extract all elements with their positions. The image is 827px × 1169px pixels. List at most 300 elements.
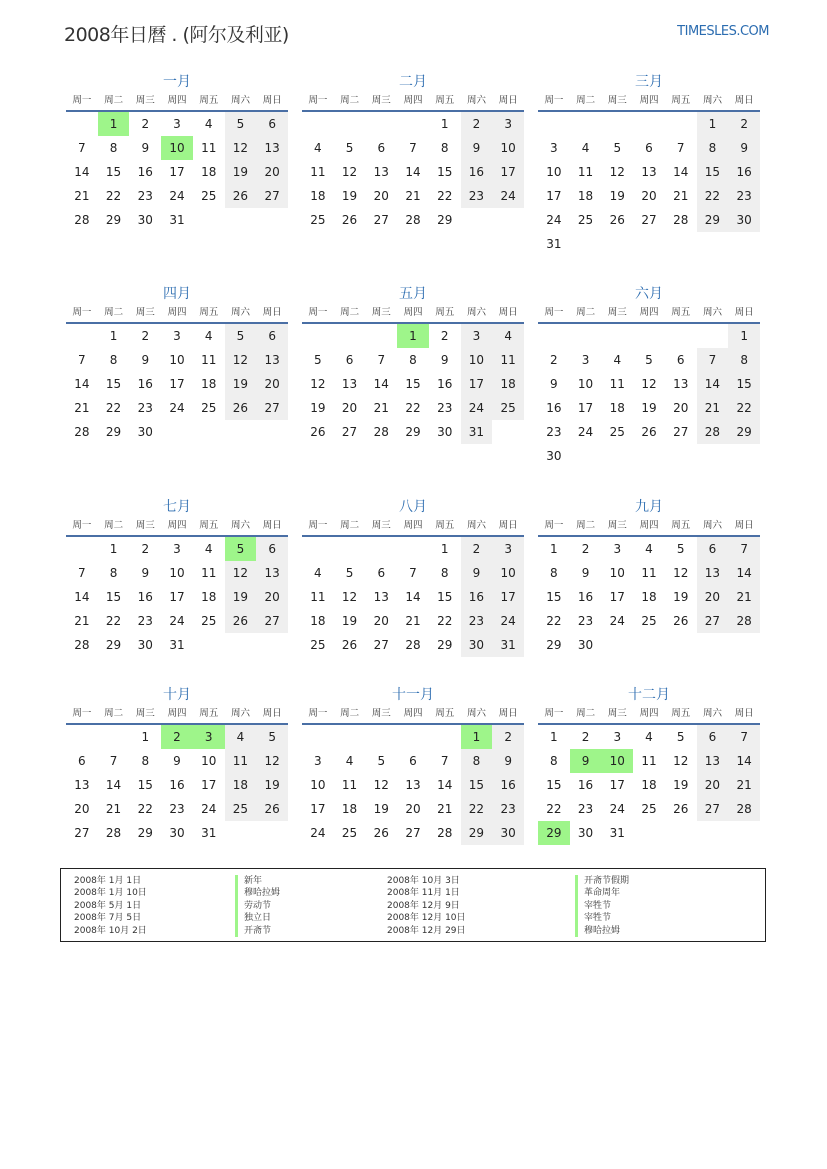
month-calendar [538, 497, 760, 657]
weekday-label: 周二 [340, 307, 360, 318]
day-cell: 30 [169, 826, 185, 840]
day-cell: 2 [581, 542, 590, 556]
day-cell: 7 [440, 754, 449, 768]
day-cell: 20 [697, 773, 729, 797]
legend-date: 2008年 1月 1日 [74, 876, 142, 886]
empty-cell [334, 725, 366, 749]
legend-date: 2008年 7月 5日 [74, 913, 142, 924]
empty-cell [66, 324, 98, 348]
holiday-legend [60, 868, 766, 942]
day-cell: 16 [461, 585, 493, 609]
day-cell: 28 [673, 213, 689, 227]
day-cell: 18 [641, 590, 657, 604]
day-cell: 12 [225, 348, 257, 372]
day-cell: 8 [550, 566, 558, 580]
day-cell: 29 [105, 638, 122, 652]
day-cell: 15 [728, 372, 760, 396]
day-cell: 1 [550, 730, 558, 744]
legend-date: 2008年 10月 2日 [74, 925, 147, 936]
weekday-label: 周六 [230, 95, 250, 106]
legend-date: 2008年 11月 1日 [387, 888, 460, 899]
day-cell: 30 [492, 821, 524, 845]
weekday-label: 周四 [167, 520, 187, 531]
day-cell: 25 [341, 826, 358, 840]
day-cell: 7 [697, 348, 729, 372]
day-cell: 21 [373, 401, 389, 415]
day-cell: 13 [641, 165, 657, 179]
legend-name: 宰牲节 [575, 900, 629, 912]
weekday-label: 周三 [607, 708, 627, 719]
weekday-header [302, 519, 524, 537]
day-cell: 26 [225, 609, 257, 633]
empty-cell [633, 324, 665, 348]
day-cell: 5 [645, 353, 653, 367]
weekday-label: 周三 [607, 520, 627, 531]
day-cell: 7 [78, 566, 86, 580]
day-cell: 8 [440, 141, 449, 155]
day-cell: 8 [697, 136, 729, 160]
day-cell: 29 [728, 420, 760, 444]
weekday-label: 周三 [371, 95, 391, 106]
day-cell: 26 [673, 614, 689, 628]
day-cell: 25 [641, 614, 657, 628]
weekday-label: 周五 [671, 708, 691, 719]
day-cell: 5 [676, 730, 685, 744]
day-cell: 13 [373, 590, 389, 604]
legend-name: 劳动节 [235, 900, 280, 912]
weekday-label: 周四 [167, 95, 187, 106]
day-cell: 15 [437, 590, 453, 604]
day-cell: 15 [105, 165, 122, 179]
month-name: 五月 [399, 286, 427, 302]
day-cell: 1 [98, 112, 130, 136]
day-cell: 25 [577, 213, 594, 227]
day-cell: 21 [405, 189, 421, 203]
day-cell: 1 [440, 117, 449, 131]
day-cell: 19 [310, 401, 326, 415]
weekday-label: 周三 [135, 708, 155, 719]
weekday-label: 周三 [135, 307, 155, 318]
day-cell: 13 [256, 348, 288, 372]
day-cell: 6 [676, 353, 685, 367]
weekday-label: 周一 [72, 708, 92, 719]
day-cell: 15 [137, 778, 153, 792]
day-cell: 16 [137, 590, 153, 604]
day-cell: 2 [141, 542, 150, 556]
weekday-label: 周一 [72, 95, 92, 106]
day-cell: 2 [461, 537, 493, 561]
day-cell: 13 [74, 778, 90, 792]
day-cell: 4 [225, 725, 257, 749]
day-cell: 12 [609, 165, 625, 179]
day-cell: 5 [613, 141, 622, 155]
weekday-label: 周四 [403, 520, 423, 531]
day-cell: 19 [341, 614, 358, 628]
day-cell: 27 [256, 184, 288, 208]
day-cell: 30 [577, 638, 594, 652]
day-cell: 23 [137, 614, 153, 628]
day-cell: 3 [581, 353, 590, 367]
weekday-label: 周日 [498, 95, 518, 106]
day-cell: 26 [341, 638, 358, 652]
weekday-label: 周五 [435, 307, 455, 318]
day-cell: 27 [341, 425, 358, 439]
legend-date: 2008年 10月 3日 [387, 876, 460, 886]
day-cell: 3 [461, 324, 493, 348]
weekday-header [538, 707, 760, 725]
day-cell: 3 [550, 141, 558, 155]
day-grid [66, 324, 288, 444]
day-cell: 26 [225, 184, 257, 208]
day-cell: 28 [437, 826, 453, 840]
legend-names-2 [575, 875, 629, 937]
day-cell: 3 [314, 754, 322, 768]
month-calendar [302, 685, 524, 845]
day-cell: 15 [105, 590, 122, 604]
legend-date: 2008年 5月 1日 [74, 900, 142, 911]
day-cell: 30 [137, 638, 153, 652]
legend-name: 穆哈拉姆 [575, 925, 629, 937]
day-cell: 26 [256, 797, 288, 821]
weekday-label: 周二 [340, 708, 360, 719]
legend-name: 新年 [235, 875, 280, 887]
day-cell: 1 [461, 725, 493, 749]
weekday-label: 周六 [702, 95, 722, 106]
day-cell: 28 [105, 826, 122, 840]
brand-logo[interactable]: TIMESLES.COM [677, 24, 769, 39]
day-grid [302, 725, 524, 845]
month-name: 八月 [399, 499, 427, 515]
day-cell: 19 [225, 372, 257, 396]
day-cell: 4 [314, 566, 322, 580]
day-cell: 26 [225, 396, 257, 420]
day-grid [66, 537, 288, 657]
day-cell: 29 [137, 826, 153, 840]
day-grid [538, 725, 760, 845]
weekday-label: 周三 [607, 95, 627, 106]
legend-date: 2008年 12月 10日 [387, 913, 466, 924]
day-cell: 14 [697, 372, 729, 396]
day-cell: 16 [437, 377, 453, 391]
day-cell: 19 [673, 778, 689, 792]
day-cell: 13 [341, 377, 358, 391]
weekday-label: 周一 [544, 307, 564, 318]
day-cell: 16 [577, 778, 594, 792]
weekday-label: 周一 [544, 95, 564, 106]
legend-names-1 [235, 875, 280, 937]
day-cell: 20 [405, 802, 421, 816]
day-cell: 11 [310, 165, 326, 179]
legend-dates-1 [74, 875, 147, 937]
day-cell: 12 [341, 590, 358, 604]
day-cell: 24 [310, 826, 326, 840]
empty-cell [665, 324, 697, 348]
day-cell: 2 [141, 117, 150, 131]
day-cell: 9 [461, 136, 493, 160]
day-cell: 24 [169, 401, 185, 415]
day-grid [302, 324, 524, 444]
day-cell: 6 [697, 537, 729, 561]
day-cell: 22 [546, 802, 562, 816]
day-cell: 22 [137, 802, 153, 816]
weekday-label: 周五 [435, 95, 455, 106]
day-cell: 14 [74, 377, 90, 391]
empty-cell [538, 324, 570, 348]
day-cell: 16 [577, 590, 594, 604]
day-cell: 17 [169, 377, 185, 391]
weekday-label: 周一 [308, 95, 328, 106]
day-cell: 12 [673, 754, 689, 768]
day-cell: 9 [440, 353, 449, 367]
day-cell: 20 [341, 401, 358, 415]
empty-cell [334, 537, 366, 561]
day-cell: 20 [256, 585, 288, 609]
weekday-header [66, 519, 288, 537]
day-cell: 15 [405, 377, 421, 391]
day-cell: 28 [74, 638, 90, 652]
day-cell: 26 [673, 802, 689, 816]
day-cell: 9 [550, 377, 558, 391]
day-cell: 1 [109, 329, 118, 343]
day-cell: 13 [697, 561, 729, 585]
day-cell: 29 [538, 821, 570, 845]
empty-cell [365, 537, 397, 561]
day-cell: 23 [577, 802, 594, 816]
day-cell: 6 [377, 141, 386, 155]
day-cell: 29 [405, 425, 421, 439]
day-cell: 25 [201, 401, 217, 415]
empty-cell [397, 112, 429, 136]
legend-date: 2008年 1月 10日 [74, 888, 147, 899]
day-cell: 11 [492, 348, 524, 372]
empty-cell [66, 537, 98, 561]
empty-cell [570, 324, 602, 348]
weekday-label: 周二 [104, 520, 124, 531]
day-cell: 11 [201, 566, 217, 580]
day-cell: 25 [641, 802, 657, 816]
day-cell: 17 [546, 189, 562, 203]
empty-cell [570, 112, 602, 136]
day-cell: 30 [137, 213, 153, 227]
weekday-header [302, 707, 524, 725]
weekday-label: 周一 [308, 307, 328, 318]
month-name: 三月 [635, 74, 663, 90]
day-cell: 2 [461, 112, 493, 136]
day-cell: 9 [461, 561, 493, 585]
day-cell: 1 [397, 324, 429, 348]
day-cell: 3 [173, 329, 181, 343]
day-cell: 14 [673, 165, 689, 179]
weekday-label: 周六 [230, 307, 250, 318]
day-cell: 10 [577, 377, 594, 391]
day-cell: 27 [673, 425, 689, 439]
day-cell: 6 [377, 566, 386, 580]
weekday-label: 周四 [639, 708, 659, 719]
day-cell: 7 [409, 141, 417, 155]
day-cell: 25 [609, 425, 625, 439]
weekday-label: 周一 [544, 520, 564, 531]
day-cell: 20 [256, 160, 288, 184]
month-calendar [302, 72, 524, 232]
day-cell: 18 [341, 802, 358, 816]
day-cell: 23 [492, 797, 524, 821]
day-cell: 21 [74, 401, 90, 415]
day-cell: 19 [609, 189, 625, 203]
day-cell: 17 [609, 778, 625, 792]
day-cell: 23 [546, 425, 562, 439]
day-cell: 5 [345, 141, 354, 155]
day-cell: 22 [105, 614, 122, 628]
weekday-label: 周四 [167, 307, 187, 318]
day-cell: 14 [74, 165, 90, 179]
day-cell: 19 [225, 585, 257, 609]
weekday-label: 周日 [734, 307, 754, 318]
day-cell: 25 [201, 189, 217, 203]
day-cell: 9 [728, 136, 760, 160]
day-cell: 5 [256, 725, 288, 749]
day-cell: 9 [581, 566, 590, 580]
day-cell: 23 [437, 401, 453, 415]
day-cell: 24 [609, 614, 625, 628]
day-cell: 29 [437, 213, 453, 227]
month-name: 七月 [163, 499, 191, 515]
day-cell: 10 [492, 136, 524, 160]
weekday-label: 周一 [308, 708, 328, 719]
day-cell: 10 [601, 749, 633, 773]
weekday-label: 周六 [230, 520, 250, 531]
day-cell: 18 [492, 372, 524, 396]
day-cell: 19 [256, 773, 288, 797]
day-cell: 13 [673, 377, 689, 391]
day-cell: 16 [492, 773, 524, 797]
day-cell: 25 [310, 638, 326, 652]
day-cell: 2 [581, 730, 590, 744]
day-cell: 10 [492, 561, 524, 585]
day-grid [66, 725, 288, 845]
month-name: 十二月 [628, 687, 670, 703]
month-name: 一月 [163, 74, 191, 90]
day-cell: 29 [546, 638, 562, 652]
day-cell: 29 [437, 638, 453, 652]
day-cell: 30 [728, 208, 760, 232]
empty-cell [98, 725, 130, 749]
day-cell: 26 [373, 826, 389, 840]
day-cell: 2 [728, 112, 760, 136]
day-cell: 12 [225, 561, 257, 585]
weekday-label: 周三 [371, 307, 391, 318]
weekday-label: 周一 [72, 307, 92, 318]
weekday-label: 周六 [466, 520, 486, 531]
day-cell: 3 [193, 725, 225, 749]
day-cell: 2 [161, 725, 193, 749]
day-cell: 30 [577, 826, 594, 840]
day-cell: 22 [105, 401, 122, 415]
day-cell: 24 [492, 609, 524, 633]
day-cell: 11 [577, 165, 594, 179]
month-name: 六月 [635, 286, 663, 302]
weekday-label: 周六 [702, 307, 722, 318]
day-cell: 15 [546, 590, 562, 604]
legend-date: 2008年 12月 9日 [387, 900, 460, 911]
weekday-label: 周二 [576, 708, 596, 719]
day-cell: 11 [641, 566, 657, 580]
weekday-label: 周日 [262, 520, 282, 531]
day-cell: 14 [728, 561, 760, 585]
empty-cell [397, 725, 429, 749]
weekday-label: 周三 [371, 708, 391, 719]
day-cell: 5 [377, 754, 386, 768]
day-cell: 10 [546, 165, 562, 179]
day-grid [538, 324, 760, 468]
day-cell: 14 [437, 778, 453, 792]
day-cell: 30 [461, 633, 493, 657]
day-cell: 24 [546, 213, 562, 227]
day-cell: 10 [461, 348, 493, 372]
day-cell: 6 [645, 141, 653, 155]
day-cell: 22 [437, 189, 453, 203]
day-cell: 30 [437, 425, 453, 439]
day-cell: 1 [728, 324, 760, 348]
day-cell: 7 [728, 537, 760, 561]
day-cell: 26 [609, 213, 625, 227]
day-grid [66, 112, 288, 232]
day-cell: 19 [641, 401, 657, 415]
day-cell: 23 [137, 189, 153, 203]
day-cell: 20 [641, 189, 657, 203]
day-cell: 16 [137, 377, 153, 391]
day-cell: 17 [461, 372, 493, 396]
day-cell: 5 [225, 112, 257, 136]
day-cell: 10 [161, 136, 193, 160]
day-cell: 24 [201, 802, 217, 816]
day-cell: 29 [105, 213, 122, 227]
day-cell: 2 [550, 353, 558, 367]
day-cell: 3 [492, 112, 524, 136]
day-cell: 18 [225, 773, 257, 797]
weekday-label: 周五 [671, 95, 691, 106]
day-cell: 15 [437, 165, 453, 179]
day-cell: 8 [141, 754, 150, 768]
day-cell: 13 [373, 165, 389, 179]
day-cell: 29 [461, 821, 493, 845]
day-cell: 1 [109, 542, 118, 556]
weekday-label: 周三 [371, 520, 391, 531]
day-cell: 20 [373, 614, 389, 628]
day-cell: 2 [440, 329, 449, 343]
day-cell: 7 [377, 353, 386, 367]
day-cell: 28 [697, 420, 729, 444]
day-cell: 24 [577, 425, 594, 439]
day-cell: 12 [341, 165, 358, 179]
day-cell: 5 [314, 353, 322, 367]
day-cell: 16 [169, 778, 185, 792]
empty-cell [429, 725, 461, 749]
day-cell: 22 [405, 401, 421, 415]
weekday-label: 周五 [671, 307, 691, 318]
day-cell: 2 [141, 329, 150, 343]
day-cell: 20 [673, 401, 689, 415]
weekday-label: 周二 [340, 520, 360, 531]
day-cell: 14 [405, 590, 421, 604]
empty-cell [334, 324, 366, 348]
day-cell: 4 [581, 141, 590, 155]
day-cell: 6 [345, 353, 354, 367]
day-cell: 17 [169, 590, 185, 604]
day-cell: 22 [461, 797, 493, 821]
day-cell: 27 [641, 213, 657, 227]
day-cell: 14 [728, 749, 760, 773]
empty-cell [365, 112, 397, 136]
